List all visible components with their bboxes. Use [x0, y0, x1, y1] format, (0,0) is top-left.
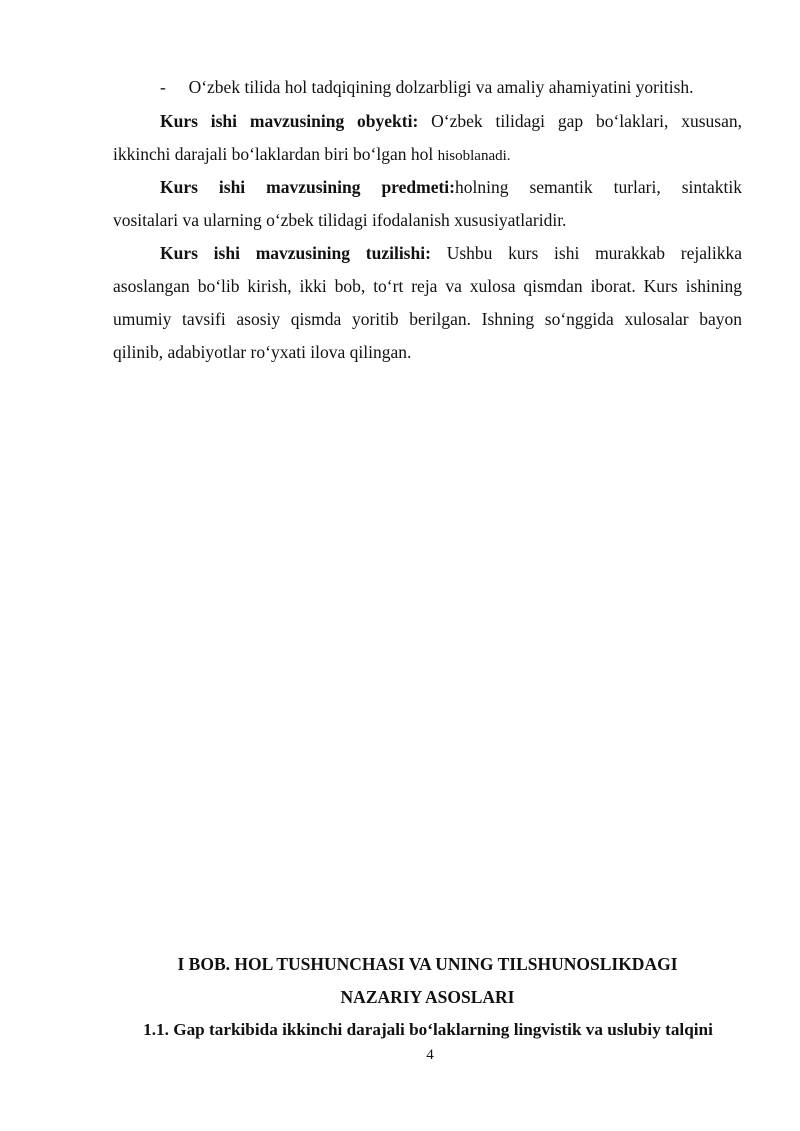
object-text-1: O‘zbek tilidagi gap bo‘laklari, xususan,	[431, 111, 742, 131]
subject-text-2: vositalari va ularning o‘zbek tilidagi ifodalanish xususiyatlaridir.	[113, 210, 567, 230]
bullet-marker: -	[160, 77, 166, 97]
bullet-text: O‘zbek tilida hol tadqiqining dolzarbligi va amaliy ahamiyatini yoritish.	[188, 77, 694, 97]
structure-text-2: asoslangan bo‘lib kirish, ikki bob, to‘rt reja va xulosa qismdan iborat. Kurs ishining	[113, 276, 742, 296]
page-number: 4	[426, 1047, 434, 1063]
object-label: Kurs ishi mavzusining obyekti:	[160, 111, 419, 131]
structure-paragraph-line2	[113, 275, 742, 297]
bullet-item	[160, 76, 694, 98]
object-text-2: ikkinchi darajali bo‘laklardan biri bo‘lgan hol	[113, 144, 434, 164]
structure-paragraph-line1	[160, 242, 742, 264]
subject-paragraph-line1	[160, 176, 742, 198]
structure-label: Kurs ishi mavzusining tuzilishi:	[160, 243, 431, 263]
structure-text-3: umumiy tavsifi asosiy qismda yoritib berilgan. Ishning so‘nggida xulosalar bayon	[113, 309, 742, 329]
subject-paragraph-line2	[113, 209, 566, 231]
structure-paragraph-line3	[113, 308, 742, 330]
subject-label: Kurs ishi mavzusining predmeti:	[160, 177, 455, 197]
object-paragraph-line1	[160, 110, 742, 132]
chapter-title-line1: I BOB. HOL TUSHUNCHASI VA UNING TILSHUNOSLIKDAGI	[177, 954, 678, 974]
object-paragraph-line2	[113, 143, 511, 167]
structure-text-4: qilinib, adabiyotlar ro‘yxati ilova qilingan.	[113, 342, 412, 362]
structure-text-1: Ushbu kurs ishi murakkab rejalikka	[446, 243, 743, 263]
section-title: 1.1. Gap tarkibida ikkinchi darajali bo‘laklarning lingvistik va uslubiy talqini	[143, 1020, 713, 1039]
subject-text-1: holning semantik turlari, sintaktik	[455, 177, 742, 197]
object-text-2-small: hisoblanadi.	[437, 148, 511, 164]
chapter-title-line2: NAZARIY ASOSLARI	[340, 987, 515, 1007]
structure-paragraph-line4	[113, 341, 411, 363]
